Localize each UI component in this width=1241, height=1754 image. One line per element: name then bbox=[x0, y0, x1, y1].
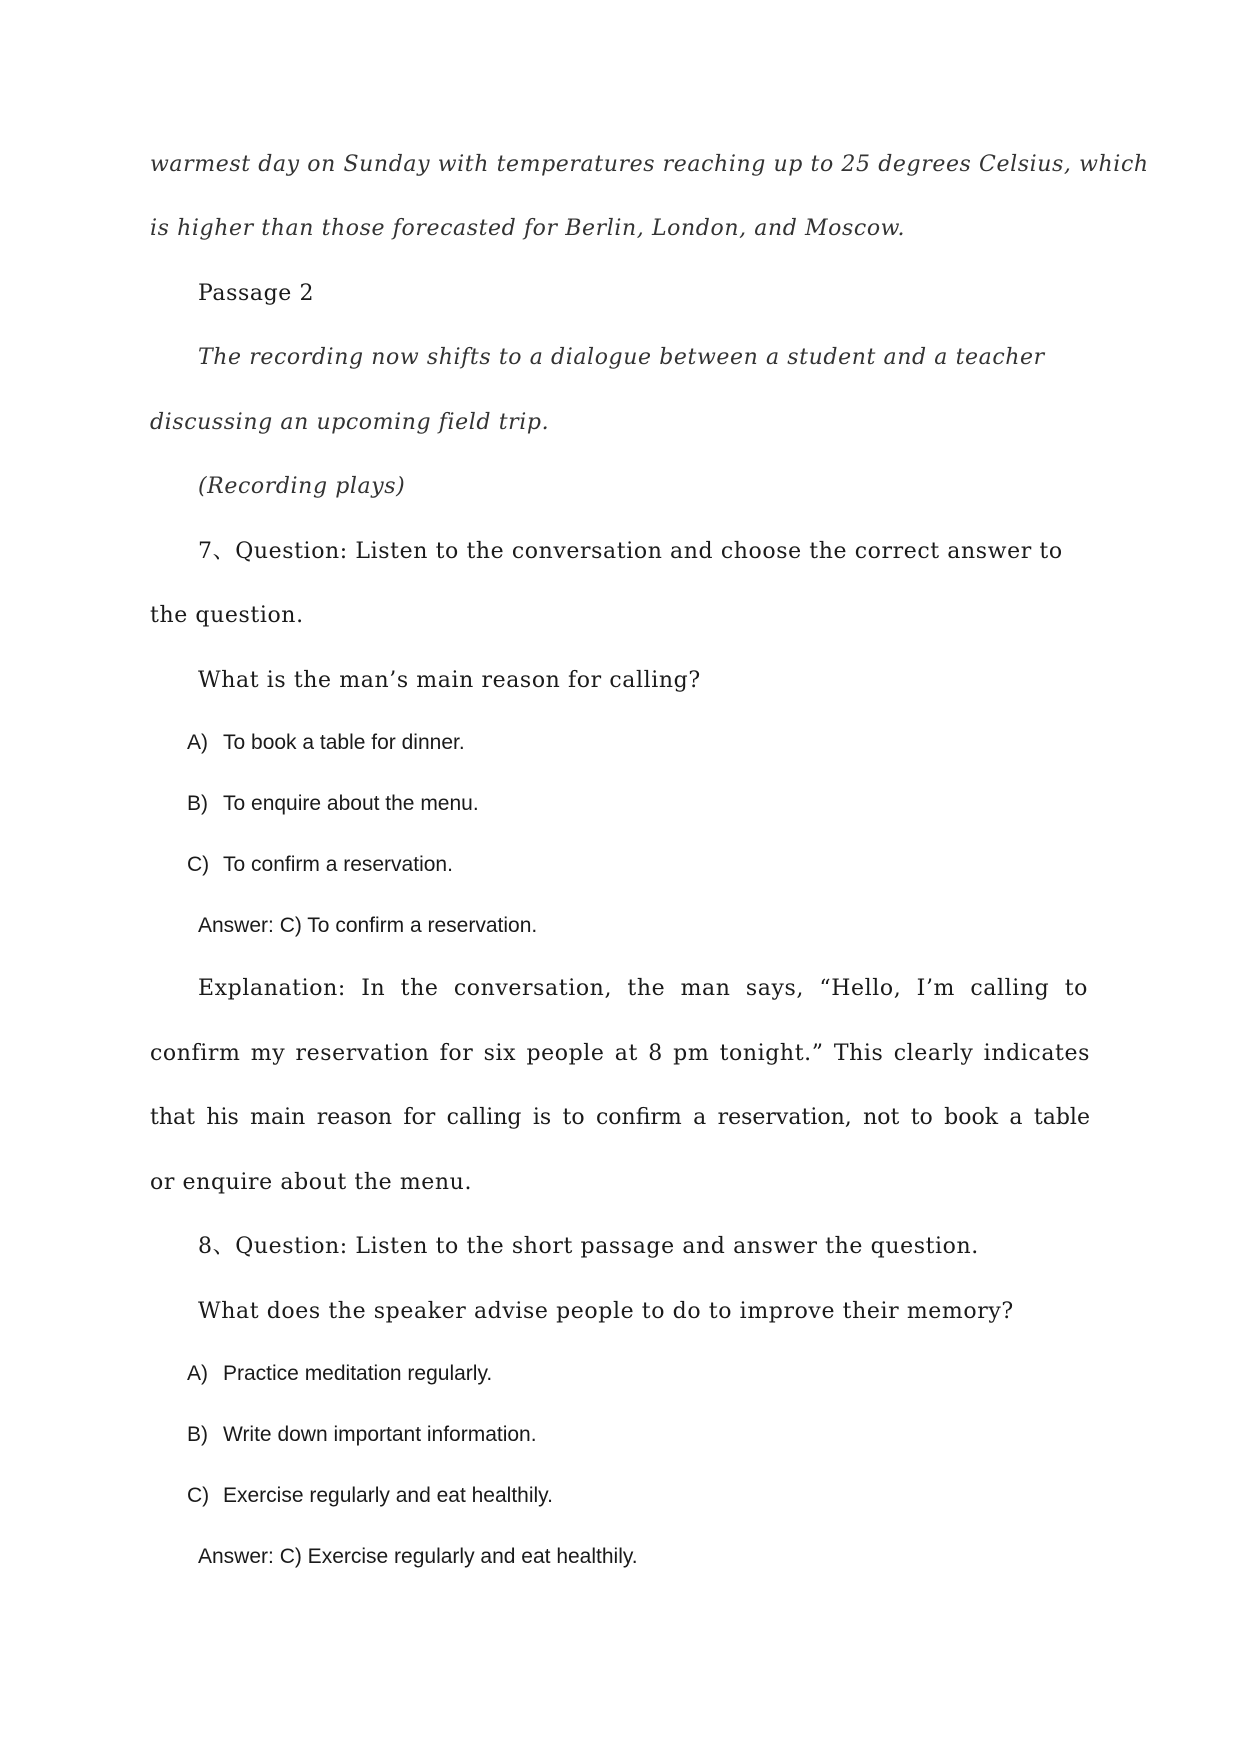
option-text: Practice meditation regularly. bbox=[223, 1362, 493, 1385]
option-letter: C) bbox=[187, 853, 210, 876]
question7-option-a bbox=[187, 728, 465, 758]
question8-option-a bbox=[187, 1359, 492, 1389]
option-text: To enquire about the menu. bbox=[223, 792, 479, 815]
option-text: To confirm a reservation. bbox=[223, 853, 453, 876]
question8-answer: Answer: C) Exercise regularly and eat healthily. bbox=[198, 1545, 638, 1568]
passage2-intro-line-2: discussing an upcoming field trip. bbox=[150, 410, 550, 435]
question7-prompt-line-1: 7、Question: Listen to the conversation and choose the correct answer to bbox=[198, 539, 1063, 564]
question8-prompt: 8、Question: Listen to the short passage and answer the question. bbox=[198, 1234, 979, 1259]
option-letter: A) bbox=[187, 731, 208, 754]
passage2-heading: Passage 2 bbox=[198, 281, 315, 306]
recording-note: (Recording plays) bbox=[198, 474, 406, 499]
question7-explanation-line-1: Explanation: In the conversation, the man says, “Hello, I’m calling to bbox=[198, 976, 1088, 1001]
passage1-line-2: is higher than those forecasted for Berlin, London, and Moscow. bbox=[150, 216, 906, 241]
question8-option-b bbox=[187, 1420, 537, 1450]
option-letter: A) bbox=[187, 1362, 208, 1385]
passage2-intro-line-1: The recording now shifts to a dialogue between a student and a teacher bbox=[198, 345, 1045, 370]
question7-explanation-line-3: that his main reason for calling is to confirm a reservation, not to book a table bbox=[150, 1105, 1090, 1130]
option-letter: B) bbox=[187, 1423, 208, 1446]
question8-option-c bbox=[187, 1481, 553, 1511]
passage1-line-1: warmest day on Sunday with temperatures reaching up to 25 degrees Celsius, which bbox=[150, 152, 1149, 177]
question7-option-c bbox=[187, 850, 453, 880]
option-text: To book a table for dinner. bbox=[223, 731, 465, 754]
question7-option-b bbox=[187, 789, 479, 819]
question7-answer: Answer: C) To confirm a reservation. bbox=[198, 914, 538, 937]
question7-question: What is the man’s main reason for calling? bbox=[198, 668, 701, 693]
question8-question: What does the speaker advise people to do to improve their memory? bbox=[198, 1299, 1014, 1324]
question7-explanation-line-4: or enquire about the menu. bbox=[150, 1170, 473, 1195]
question7-prompt-line-2: the question. bbox=[150, 603, 304, 628]
option-letter: B) bbox=[187, 792, 208, 815]
option-text: Exercise regularly and eat healthily. bbox=[223, 1484, 553, 1507]
question7-explanation-line-2: confirm my reservation for six people at 8 pm tonight.” This clearly indicates bbox=[150, 1041, 1090, 1066]
option-text: Write down important information. bbox=[223, 1423, 537, 1446]
option-letter: C) bbox=[187, 1484, 210, 1507]
